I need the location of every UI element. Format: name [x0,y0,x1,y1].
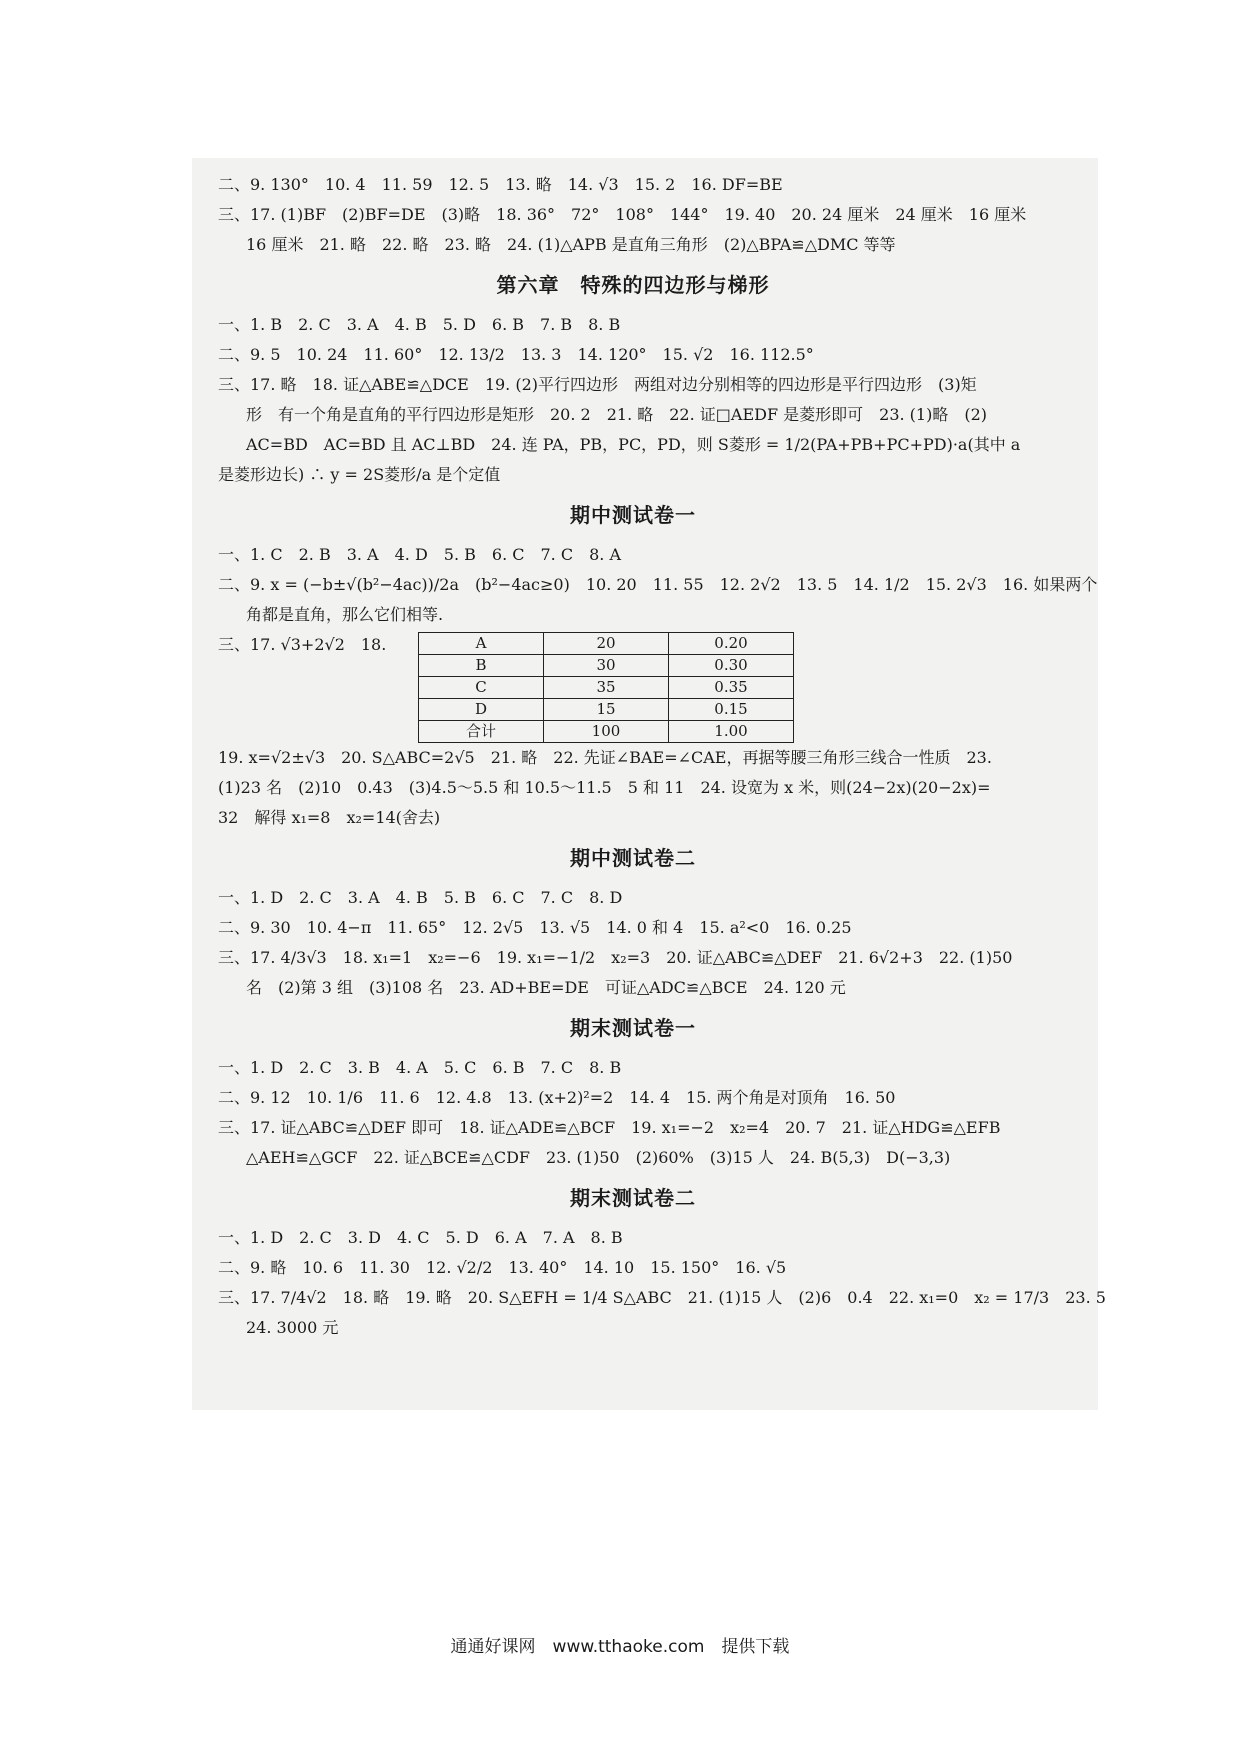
final2-line-2: 二、9. 略 10. 6 11. 30 12. √2/2 13. 40° 14. 10 15. 150° 16. √5 [218,1258,787,1277]
ch6-line-4: 形 有一个角是直角的平行四边形是矩形 20. 2 21. 略 22. 证□AEDF 是菱形即可 23. (1)略 (2) [246,405,988,424]
final-2-title: 期末测试卷二 [570,1186,696,1210]
table-cell: 30 [544,655,669,677]
table-cell: D [419,699,544,721]
table-row [419,633,794,655]
mid1-line-7: 32 解得 x₁=8 x₂=14(舍去) [218,808,441,827]
mid1-line-4: 三、17. √3+2√2 18. [218,635,387,654]
table-cell: C [419,677,544,699]
ch6-line-2: 二、9. 5 10. 24 11. 60° 12. 13/2 13. 3 14. 120° 15. √2 16. 112.5° [218,345,814,364]
frequency-table [418,632,794,743]
prev-chapter-line-1: 二、9. 130° 10. 4 11. 59 12. 5 13. 略 14. √3 15. 2 16. DF=BE [218,175,783,194]
ch6-line-3: 三、17. 略 18. 证△ABE≌△DCE 19. (2)平行四边形 两组对边分别相等的四边形是平行四边形 (3)矩 [218,375,977,394]
mid1-line-5: 19. x=√2±√3 20. S△ABC=2√5 21. 略 22. 先证∠BAE=∠CAE，再据等腰三角形三线合一性质 23. [218,748,992,767]
mid2-line-4: 名 (2)第 3 组 (3)108 名 23. AD+BE=DE 可证△ADC≌△BCE 24. 120 元 [246,978,846,997]
table-cell: B [419,655,544,677]
mid1-line-6: (1)23 名 (2)10 0.43 (3)4.5～5.5 和 10.5～11.5 5 和 11 24. 设宽为 x 米，则(24−2x)(20−2x)= [218,778,991,797]
table-cell: 20 [544,633,669,655]
table-cell: 合计 [419,721,544,743]
final1-line-3: 三、17. 证△ABC≌△DEF 即可 18. 证△ADE≌△BCF 19. x₁=−2 x₂=4 20. 7 21. 证△HDG≌△EFB [218,1118,1001,1137]
table-row [419,721,794,743]
mid2-line-1: 一、1. D 2. C 3. A 4. B 5. B 6. C 7. C 8. D [218,888,623,907]
midterm-1-title: 期中测试卷一 [570,503,696,527]
ch6-line-1: 一、1. B 2. C 3. A 4. B 5. D 6. B 7. B 8. B [218,315,621,334]
prev-chapter-line-3: 16 厘米 21. 略 22. 略 23. 略 24. (1)△APB 是直角三角形 (2)△BPA≌△DMC 等等 [246,235,896,254]
table-cell: 0.20 [669,633,794,655]
mid1-line-2: 二、9. x = (−b±√(b²−4ac))/2a (b²−4ac≥0) 10. 20 11. 55 12. 2√2 13. 5 14. 1/2 15. 2√3 16. 如果两个 [218,575,1098,594]
table-row [419,677,794,699]
chapter-6-title: 第六章 特殊的四边形与梯形 [496,273,770,297]
final1-line-4: △AEH≌△GCF 22. 证△BCE≌△CDF 23. (1)50 (2)60% (3)15 人 24. B(5,3) D(−3,3) [246,1148,951,1167]
mid1-line-1: 一、1. C 2. B 3. A 4. D 5. B 6. C 7. C 8. A [218,545,621,564]
table-cell: 0.30 [669,655,794,677]
final2-line-1: 一、1. D 2. C 3. D 4. C 5. D 6. A 7. A 8. B [218,1228,623,1247]
table-cell: A [419,633,544,655]
table-cell: 100 [544,721,669,743]
download-footer: 通通好课网 www.tthaoke.com 提供下载 [450,1637,790,1657]
table-cell: 0.15 [669,699,794,721]
final2-line-4: 24. 3000 元 [246,1318,339,1337]
answer-content [218,170,1106,1343]
final1-line-1: 一、1. D 2. C 3. B 4. A 5. C 6. B 7. C 8. B [218,1058,622,1077]
ch6-line-6: 是菱形边长) ∴ y = 2S菱形/a 是个定值 [218,465,501,484]
mid2-line-3: 三、17. 4/3√3 18. x₁=1 x₂=−6 19. x₁=−1/2 x₂=3 20. 证△ABC≌△DEF 21. 6√2+3 22. (1)50 [218,948,1013,967]
mid1-row-with-table [218,630,1048,743]
table-cell: 35 [544,677,669,699]
table-row [419,699,794,721]
table-cell: 15 [544,699,669,721]
prev-chapter-line-2: 三、17. (1)BF (2)BF=DE (3)略 18. 36° 72° 108° 144° 19. 40 20. 24 厘米 24 厘米 16 厘米 [218,205,1027,224]
table-cell: 1.00 [669,721,794,743]
mid2-line-2: 二、9. 30 10. 4−π 11. 65° 12. 2√5 13. √5 14. 0 和 4 15. a²<0 16. 0.25 [218,918,852,937]
table-row [419,655,794,677]
ch6-line-5: AC=BD AC=BD 且 AC⊥BD 24. 连 PA，PB，PC，PD，则 S菱形 = 1/2(PA+PB+PC+PD)·a(其中 a [246,435,1021,454]
midterm-2-title: 期中测试卷二 [570,846,696,870]
table-cell: 0.35 [669,677,794,699]
mid1-line-3: 角都是直角，那么它们相等. [246,605,444,624]
final1-line-2: 二、9. 12 10. 1/6 11. 6 12. 4.8 13. (x+2)²=2 14. 4 15. 两个角是对顶角 16. 50 [218,1088,896,1107]
final2-line-3: 三、17. 7/4√2 18. 略 19. 略 20. S△EFH = 1/4 S△ABC 21. (1)15 人 (2)6 0.4 22. x₁=0 x₂ = 17/3 23. 5 [218,1288,1106,1307]
final-1-title: 期末测试卷一 [570,1016,696,1040]
